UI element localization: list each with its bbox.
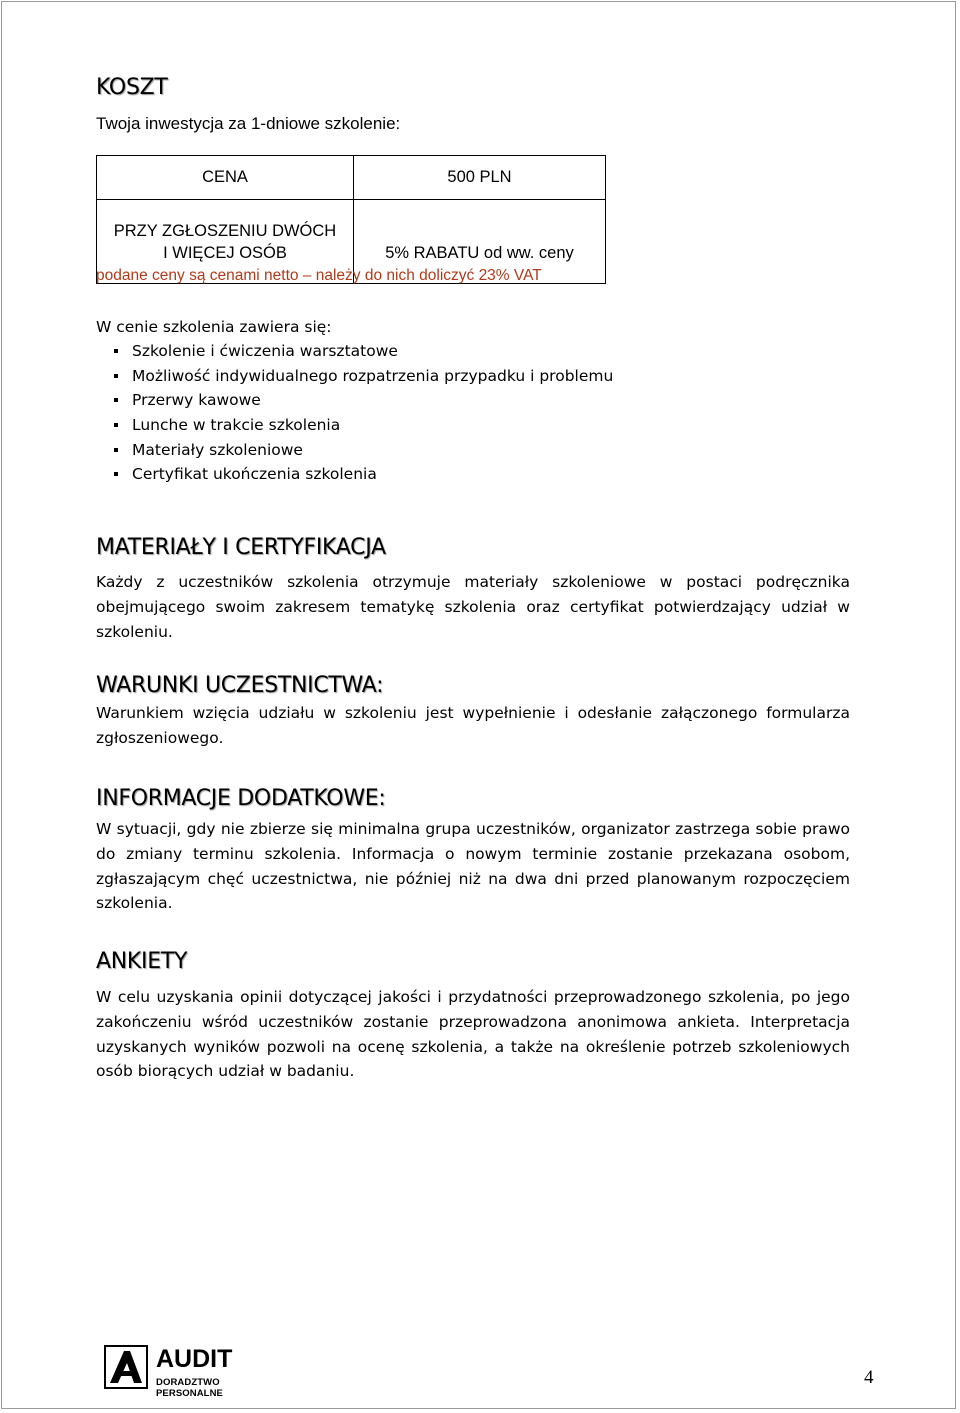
cost-heading: KOSZT <box>96 75 168 100</box>
page-number: 4 <box>864 1367 874 1388</box>
includes-title: W cenie szkolenia zawiera się: <box>96 318 332 336</box>
list-item: Przerwy kawowe <box>114 388 613 413</box>
audit-logo <box>104 1345 284 1399</box>
materials-text: Każdy z uczestników szkolenia otrzymuje materiały szkoleniowe w postaci podręcznika obejmującego swoim zakresem tematykę szkolenia oraz certyfikat potwierdzający udział w szkoleniu. <box>96 573 850 641</box>
surveys-heading: ANKIETY <box>96 949 188 974</box>
cost-intro: Twoja inwestycja za 1-dniowe szkolenie: <box>96 114 401 133</box>
price-label: CENA <box>97 156 354 200</box>
bullet-icon <box>114 374 118 378</box>
bullet-icon <box>114 423 118 427</box>
discount-value: 5% RABATU od ww. ceny <box>354 200 606 284</box>
price-table <box>96 155 606 284</box>
list-item: Lunche w trakcie szkolenia <box>114 413 613 438</box>
includes-list <box>114 339 613 487</box>
conditions-text: Warunkiem wzięcia udziału w szkoleniu jest wypełnienie i odesłanie załączonego formularza zgłoszeniowego. <box>96 704 850 747</box>
bullet-icon <box>114 398 118 402</box>
conditions-heading: WARUNKI UCZESTNICTWA: <box>96 673 384 698</box>
surveys-text: W celu uzyskania opinii dotyczącej jakości i przydatności przeprowadzonego szkolenia, po jego zakończeniu wśród uczestników zostanie przeprowadzona anonimowa ankieta. Interpretacja uzyskanych wyników pozwoli na ocenę szkolenia, a także na określenie potrzeb szkoleniowych osób biorących udział w badaniu. <box>96 988 850 1081</box>
list-item: Certyfikat ukończenia szkolenia <box>114 462 613 487</box>
logo-subtitle: DORADZTWO PERSONALNE <box>156 1377 223 1399</box>
discount-label-line1: PRZY ZGŁOSZENIU DWÓCH <box>113 221 337 240</box>
list-item: Możliwość indywidualnego rozpatrzenia przypadku i problemu <box>114 364 613 389</box>
materials-heading: MATERIAŁY I CERTYFIKACJA <box>96 535 386 560</box>
vat-note: podane ceny są cenami netto – należy do nich doliczyć 23% VAT <box>96 267 542 284</box>
price-value: 500 PLN <box>354 156 606 200</box>
bullet-icon <box>114 472 118 476</box>
additional-text: W sytuacji, gdy nie zbierze się minimalna grupa uczestników, organizator zastrzega sobie prawo do zmiany terminu szkolenia. Informacja o nowym terminie zostanie przekazana osobom, zgłaszającym chęć uczestnictwa, nie później niż na dwa dni przed planowanym rozpoczęciem szkolenia. <box>96 820 850 913</box>
additional-heading: INFORMACJE DODATKOWE: <box>96 786 386 811</box>
price-row <box>97 156 606 200</box>
list-item: Materiały szkoleniowe <box>114 438 613 463</box>
logo-name: AUDIT <box>156 1345 233 1373</box>
bullet-icon <box>114 448 118 452</box>
list-item: Szkolenie i ćwiczenia warsztatowe <box>114 339 613 364</box>
logo-mark-icon <box>104 1345 148 1389</box>
bullet-icon <box>114 349 118 353</box>
discount-label-line2: I WIĘCEJ OSÓB <box>163 243 287 262</box>
